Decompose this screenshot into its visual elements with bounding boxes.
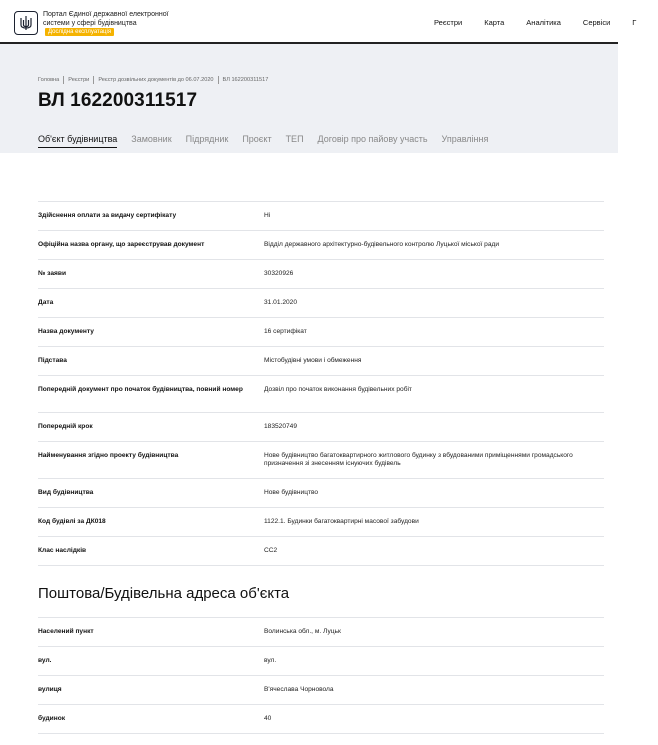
table-row — [38, 479, 604, 508]
row-label: Вид будівництва — [38, 489, 94, 496]
breadcrumb-current: ВЛ 162200311517 — [222, 77, 269, 83]
tab-equity-agreement[interactable]: Договір про пайову участь — [317, 134, 428, 144]
table-row — [38, 413, 604, 442]
tab-management[interactable]: Управління — [441, 134, 489, 144]
table-row — [38, 508, 604, 537]
address-section-title: Поштова/Будівельна адреса об'єкта — [38, 585, 290, 602]
nav-analytics[interactable]: Аналітика — [526, 18, 561, 27]
address-table — [38, 617, 604, 734]
portal-name[interactable] — [43, 11, 173, 37]
main-nav — [434, 18, 658, 27]
nav-registries[interactable]: Реєстри — [434, 18, 463, 27]
table-row — [38, 318, 604, 347]
row-label: вул. — [38, 657, 52, 664]
breadcrumb-separator — [218, 76, 219, 84]
row-value: вул. — [264, 657, 277, 664]
nav-services[interactable]: Сервіси — [582, 18, 611, 27]
row-label: Здійснення оплати за видачу сертифікату — [38, 212, 177, 219]
nav-more[interactable]: Г — [632, 18, 637, 27]
trident-logo-icon[interactable] — [14, 11, 38, 35]
breadcrumb-registries[interactable]: Реєстри — [68, 77, 90, 83]
row-label: Дата — [38, 299, 54, 306]
row-value: В'ячеслава Чорновола — [264, 686, 334, 693]
row-label: Назва документу — [38, 328, 94, 335]
breadcrumb-registry[interactable]: Реєстр дозвільних документів до 06.07.2020 — [98, 77, 214, 83]
table-row — [38, 260, 604, 289]
row-label: № заяви — [38, 270, 66, 277]
row-value: Містобудівні умови і обмеження — [264, 357, 362, 364]
details-table — [38, 201, 604, 566]
table-row — [38, 376, 604, 413]
table-row — [38, 705, 604, 734]
table-row — [38, 442, 604, 479]
beta-badge: Дослідна експлуатація — [45, 28, 114, 36]
row-label: вулиця — [38, 686, 62, 693]
breadcrumb — [38, 76, 268, 84]
row-value: 40 — [264, 715, 272, 722]
row-label: Попередній крок — [38, 423, 93, 430]
row-value: 183520749 — [264, 423, 298, 430]
table-row — [38, 231, 604, 260]
table-row — [38, 202, 604, 231]
tab-tep[interactable]: ТЕП — [285, 134, 304, 144]
row-label: Код будівлі за ДК018 — [38, 518, 106, 525]
nav-map[interactable]: Карта — [484, 18, 505, 27]
row-value: Ні — [264, 212, 271, 219]
row-value: 31.01.2020 — [264, 299, 298, 306]
tab-object[interactable]: Об'єкт будівництва — [38, 134, 117, 148]
row-label: Попередній документ про початок будівництва, повний номер — [38, 386, 243, 393]
row-value: Дозвіл про початок виконання будівельних робіт — [264, 386, 412, 393]
portal-name-text: Портал Єдиної державної електронної системи у сфері будівництва — [43, 11, 169, 27]
row-label: Клас наслідків — [38, 547, 87, 554]
row-label: Підстава — [38, 357, 67, 364]
tab-project[interactable]: Проєкт — [242, 134, 272, 144]
row-value: Нове будівництво — [264, 489, 319, 496]
row-value: Відділ державного архітектурно-будівельного контролю Луцької міської ради — [264, 241, 500, 248]
table-row — [38, 676, 604, 705]
row-value: 30320926 — [264, 270, 294, 277]
top-bar — [0, 0, 637, 44]
row-label: будинок — [38, 715, 66, 722]
tab-customer[interactable]: Замовник — [131, 134, 172, 144]
row-value: Волинська обл., м. Луцьк — [264, 628, 341, 635]
row-value: СС2 — [264, 547, 278, 554]
tab-bar — [38, 134, 502, 148]
table-row — [38, 289, 604, 318]
page-title: ВЛ 162200311517 — [38, 90, 198, 111]
row-label: Населений пункт — [38, 628, 94, 635]
table-row — [38, 347, 604, 376]
breadcrumb-separator — [63, 76, 64, 84]
table-row — [38, 647, 604, 676]
breadcrumb-home[interactable]: Головна — [38, 77, 60, 83]
row-label: Офіційна назва органу, що зареєстрував документ — [38, 241, 205, 248]
page-header-band — [0, 44, 618, 153]
tab-contractor[interactable]: Підрядник — [185, 134, 229, 144]
row-value: Нове будівництво багатоквартирного житлового будинку з вбудованими приміщеннями громадського призначення зі знесенням існуючих будівель — [264, 452, 573, 468]
table-row — [38, 537, 604, 566]
row-value: 16 сертифікат — [264, 328, 307, 335]
breadcrumb-separator — [93, 76, 94, 84]
row-value: 1122.1. Будинки багатоквартирні масової забудови — [264, 518, 419, 525]
table-row — [38, 618, 604, 647]
row-label: Найменування згідно проекту будівництва — [38, 452, 179, 459]
